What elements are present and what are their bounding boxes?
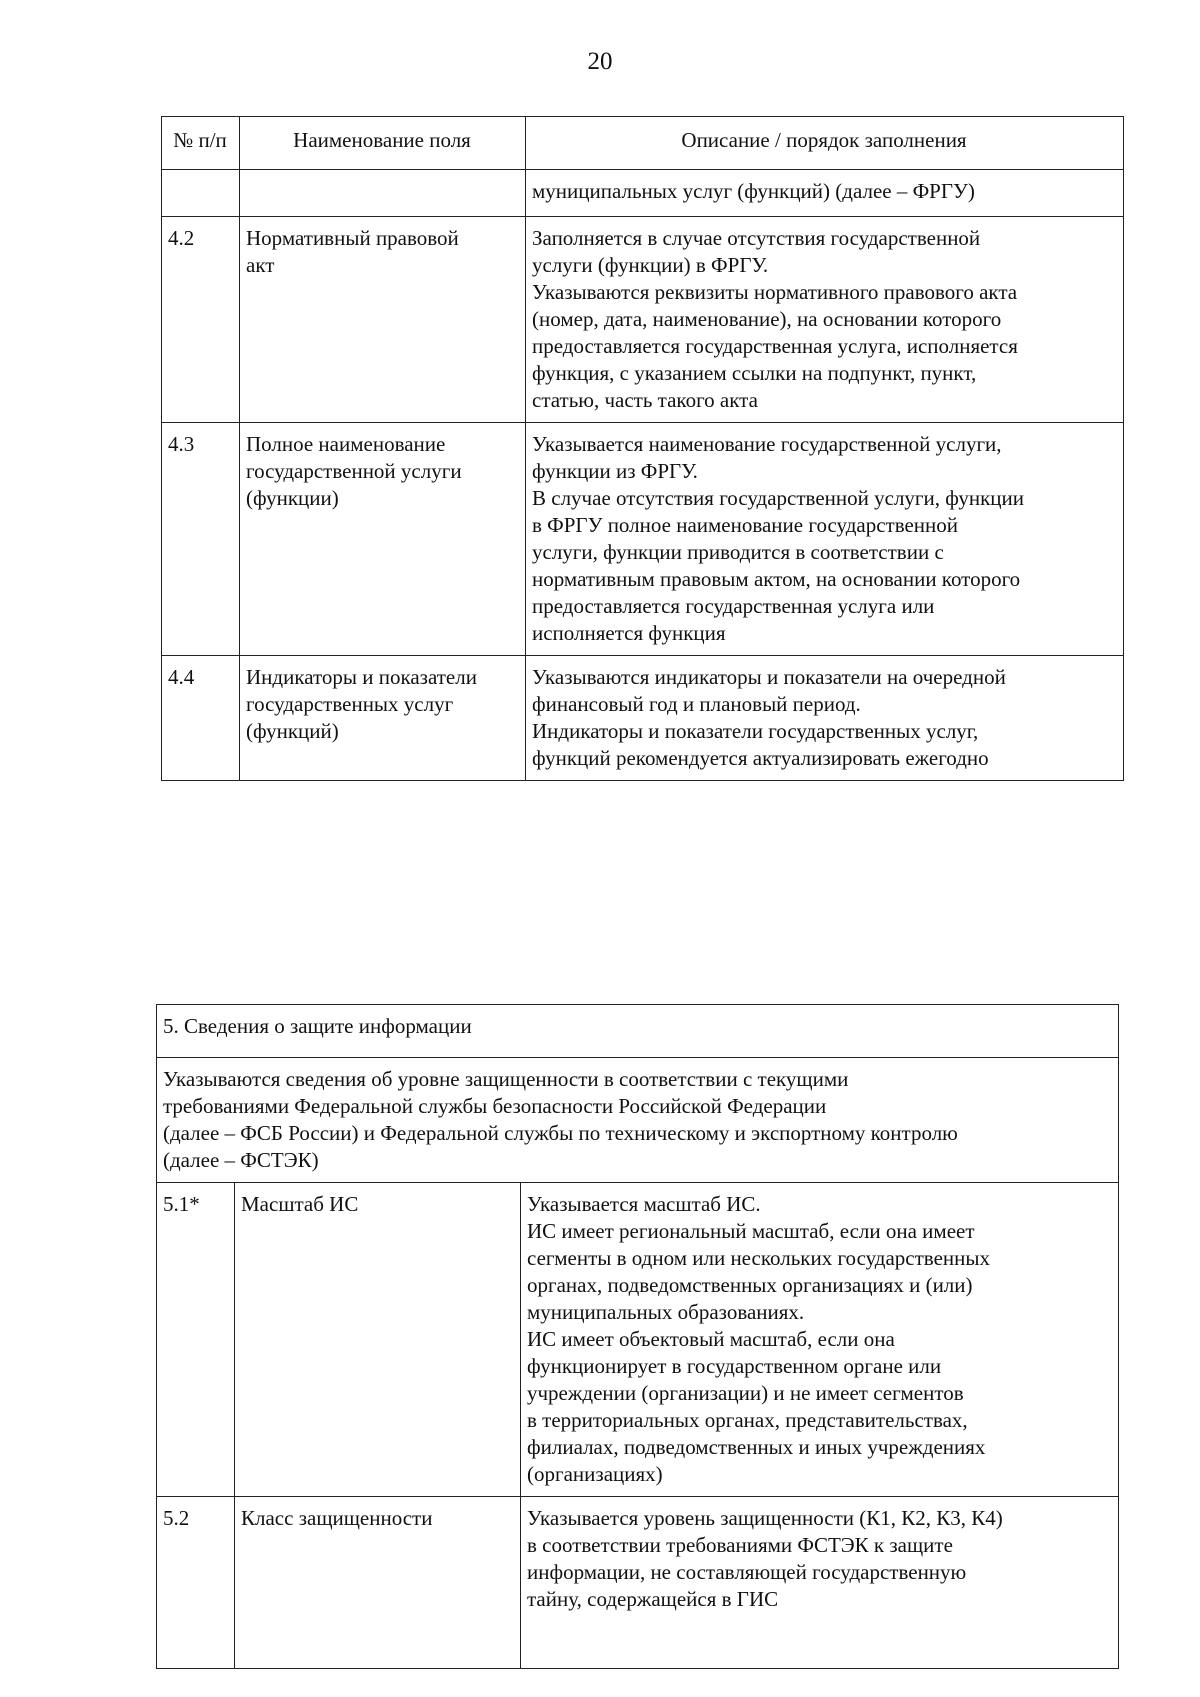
table-row	[157, 1183, 1119, 1497]
description-line: в территориальных органах, представительствах,	[527, 1408, 968, 1432]
section-note-row	[157, 1058, 1119, 1183]
description-line: услуги (функции) в ФРГУ.	[532, 253, 769, 277]
description-line: ИС имеет объектовый масштаб, если она	[527, 1327, 895, 1351]
description-line: органах, подведомственных организациях и (или)	[527, 1273, 973, 1297]
description-line: в ФРГУ полное наименование государственной	[532, 513, 959, 537]
table-header-row	[162, 117, 1124, 170]
description-cell	[526, 656, 1124, 781]
description-line: услуги, функции приводится в соответствии с	[532, 540, 944, 564]
description-line: финансовый год и плановый период.	[532, 692, 861, 716]
description-line: В случае отсутствия государственной услуги, функции	[532, 486, 1025, 510]
requirements-table-bottom	[156, 1004, 1119, 1669]
field-name-line: акт	[246, 253, 275, 277]
table-row	[162, 423, 1124, 656]
header-field-name: Наименование поля	[240, 117, 526, 170]
description-line: Указываются реквизиты нормативного правового акта	[532, 280, 1018, 304]
description-cell	[526, 423, 1124, 656]
description-line: (организациях)	[527, 1462, 663, 1486]
field-name-cell	[240, 423, 526, 656]
field-name-line: Полное наименование	[246, 432, 446, 456]
section-note-line: (далее – ФСБ России) и Федеральной службы по техническому и экспортному контролю	[163, 1121, 958, 1145]
header-number: № п/п	[162, 117, 240, 170]
description-line: функций рекомендуется актуализировать ежегодно	[532, 746, 989, 770]
description-line: ИС имеет региональный масштаб, если она имеет	[527, 1219, 975, 1243]
description-line: сегменты в одном или нескольких государственных	[527, 1246, 990, 1270]
description-cell	[521, 1183, 1119, 1497]
field-name-line: Класс защищенности	[241, 1506, 433, 1530]
table-row	[162, 170, 1124, 217]
field-name-line: (функции)	[246, 486, 339, 510]
description-cell	[526, 170, 1124, 217]
description-line: исполняется функция	[532, 621, 726, 645]
row-number: 4.4	[162, 656, 240, 781]
section-5-title: 5. Сведения о защите информации	[157, 1005, 1119, 1058]
field-name-line: государственной услуги	[246, 459, 462, 483]
description-line: функционирует в государственном органе или	[527, 1354, 942, 1378]
row-number: 5.2	[157, 1497, 235, 1669]
section-note-line: (далее – ФСТЭК)	[163, 1148, 319, 1172]
description-line: муниципальных услуг (функций) (далее – ФРГУ)	[532, 179, 975, 203]
description-line: функции из ФРГУ.	[532, 459, 698, 483]
field-name-cell	[240, 656, 526, 781]
requirements-table-top	[161, 116, 1124, 781]
description-line: Заполняется в случае отсутствия государственной	[532, 226, 981, 250]
row-number: 5.1*	[157, 1183, 235, 1497]
description-cell	[526, 217, 1124, 423]
header-description: Описание / порядок заполнения	[526, 117, 1124, 170]
description-line: (номер, дата, наименование), на основании которого	[532, 307, 1002, 331]
description-line: тайну, содержащейся в ГИС	[527, 1587, 779, 1611]
field-name-cell	[235, 1183, 521, 1497]
row-number	[162, 170, 240, 217]
field-name-line: государственных услуг	[246, 692, 454, 716]
description-line: Указывается наименование государственной услуги,	[532, 432, 1002, 456]
field-name-line: (функций)	[246, 719, 339, 743]
row-number: 4.3	[162, 423, 240, 656]
row-number: 4.2	[162, 217, 240, 423]
field-name-line: Индикаторы и показатели	[246, 665, 477, 689]
section-title-row	[157, 1005, 1119, 1058]
description-line: Указывается масштаб ИС.	[527, 1192, 761, 1216]
description-line: информации, не составляющей государственную	[527, 1560, 967, 1584]
description-line: Указываются индикаторы и показатели на очередной	[532, 665, 1006, 689]
field-name-cell	[240, 217, 526, 423]
field-name-cell	[235, 1497, 521, 1669]
description-line: учреждении (организации) и не имеет сегментов	[527, 1381, 964, 1405]
description-line: нормативным правовым актом, на основании которого	[532, 567, 1021, 591]
table-row	[162, 217, 1124, 423]
table-row	[157, 1497, 1119, 1669]
description-line: статью, часть такого акта	[532, 388, 758, 412]
description-line: функция, с указанием ссылки на подпункт, пункт,	[532, 361, 977, 385]
section-note-line: требованиями Федеральной службы безопасности Российской Федерации	[163, 1094, 827, 1118]
description-line: в соответствии требованиями ФСТЭК к защите	[527, 1533, 953, 1557]
description-line: муниципальных образованиях.	[527, 1300, 805, 1324]
description-cell	[521, 1497, 1119, 1669]
page-number: 20	[587, 48, 613, 75]
description-line: предоставляется государственная услуга, исполняется	[532, 334, 1018, 358]
table-row	[162, 656, 1124, 781]
field-name-line: Масштаб ИС	[241, 1192, 359, 1216]
section-5-note	[157, 1058, 1119, 1183]
section-note-line: Указываются сведения об уровне защищенности в соответствии с текущими	[163, 1067, 849, 1091]
description-line: филиалах, подведомственных и иных учреждениях	[527, 1435, 986, 1459]
description-line: Указывается уровень защищенности (К1, К2, К3, К4)	[527, 1506, 1003, 1530]
description-line: предоставляется государственная услуга или	[532, 594, 935, 618]
field-name-cell	[240, 170, 526, 217]
field-name-line: Нормативный правовой	[246, 226, 459, 250]
description-line: Индикаторы и показатели государственных услуг,	[532, 719, 979, 743]
